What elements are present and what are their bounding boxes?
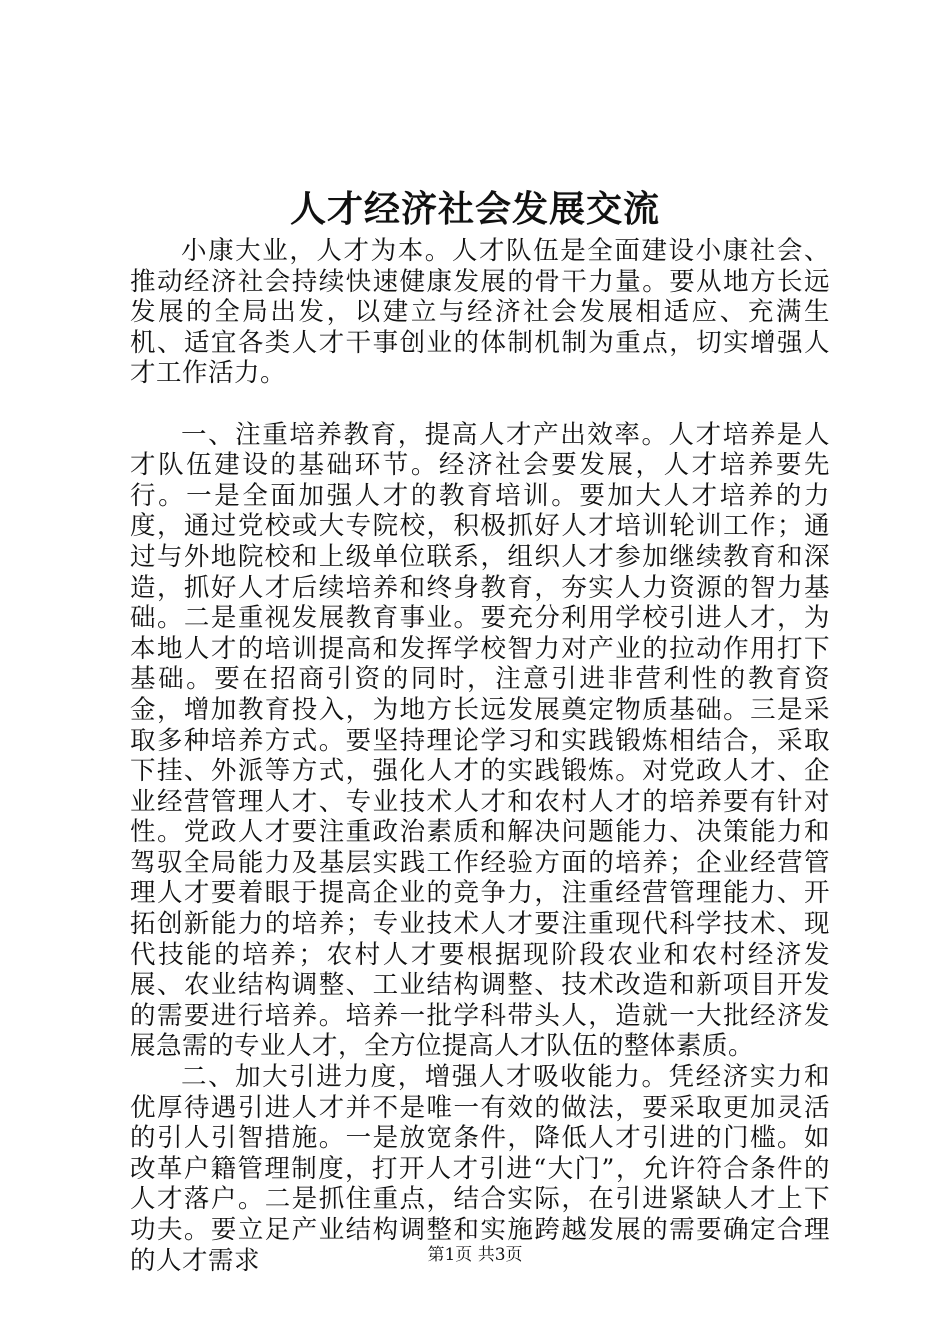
- paragraph-section-one: 一、注重培养教育，提高人才产出效率。人才培养是人才队伍建设的基础环节。经济社会要发展，人才培养要先行。一是全面加强人才的教育培训。要加大人才培养的力度，通过党校或大专院校，积极抓好人才培训轮训工作；通过与外地院校和上级单位联系，组织人才参加继续教育和深造，抓好人才后续培养和终身教育，夯实人力资源的智力基础。二是重视发展教育事业。要充分利用学校引进人才，为本地人才的培训提高和发挥学校智力对产业的拉动作用打下基础。要在招商引资的同时，注意引进非营利性的教育资金，增加教育投入，为地方长远发展奠定物质基础。三是采取多种培养方式。要坚持理论学习和实践锻炼相结合，采取下挂、外派等方式，强化人才的实践锻炼。对党政人才、企业经营管理人才、专业技术人才和农村人才的培养要有针对性。党政人才要注重政治素质和解决问题能力、决策能力和驾驭全局能力及基层实践工作经验方面的培养；企业经营管理人才要着眼于提高企业的竞争力，注重经营管理能力、开拓创新能力的培养；专业技术人才要注重现代科学技术、现代技能的培养；农村人才要根据现阶段农业和农村经济发展、农业结构调整、工业结构调整、技术改造和新项目开发的需要进行培养。培养一批学科带头人，造就一大批经济发展急需的专业人才，全方位提高人才队伍的整体素质。: [130, 419, 830, 1062]
- paragraph-section-two: 二、加大引进力度，增强人才吸收能力。凭经济实力和优厚待遇引进人才并不是唯一有效的做法，要采取更加灵活的引人引智措施。一是放宽条件，降低人才引进的门槛。如改革户籍管理制度，打开人才引进“大门”，允许符合条件的人才落户。二是抓住重点，结合实际，在引进紧缺人才上下功夫。要立足产业结构调整和实施跨越发展的需要确定合理的人才需求: [130, 1062, 830, 1276]
- document-body: [130, 236, 830, 1276]
- page-footer: 第1页 共3页: [427, 1245, 523, 1265]
- document-title: 人才经济社会发展交流: [289, 188, 660, 230]
- paragraph-intro: 小康大业，人才为本。人才队伍是全面建设小康社会、推动经济社会持续快速健康发展的骨干力量。要从地方长远发展的全局出发，以建立与经济社会发展相适应、充满生机、适宜各类人才干事创业的体制机制为重点，切实增强人才工作活力。: [130, 236, 830, 389]
